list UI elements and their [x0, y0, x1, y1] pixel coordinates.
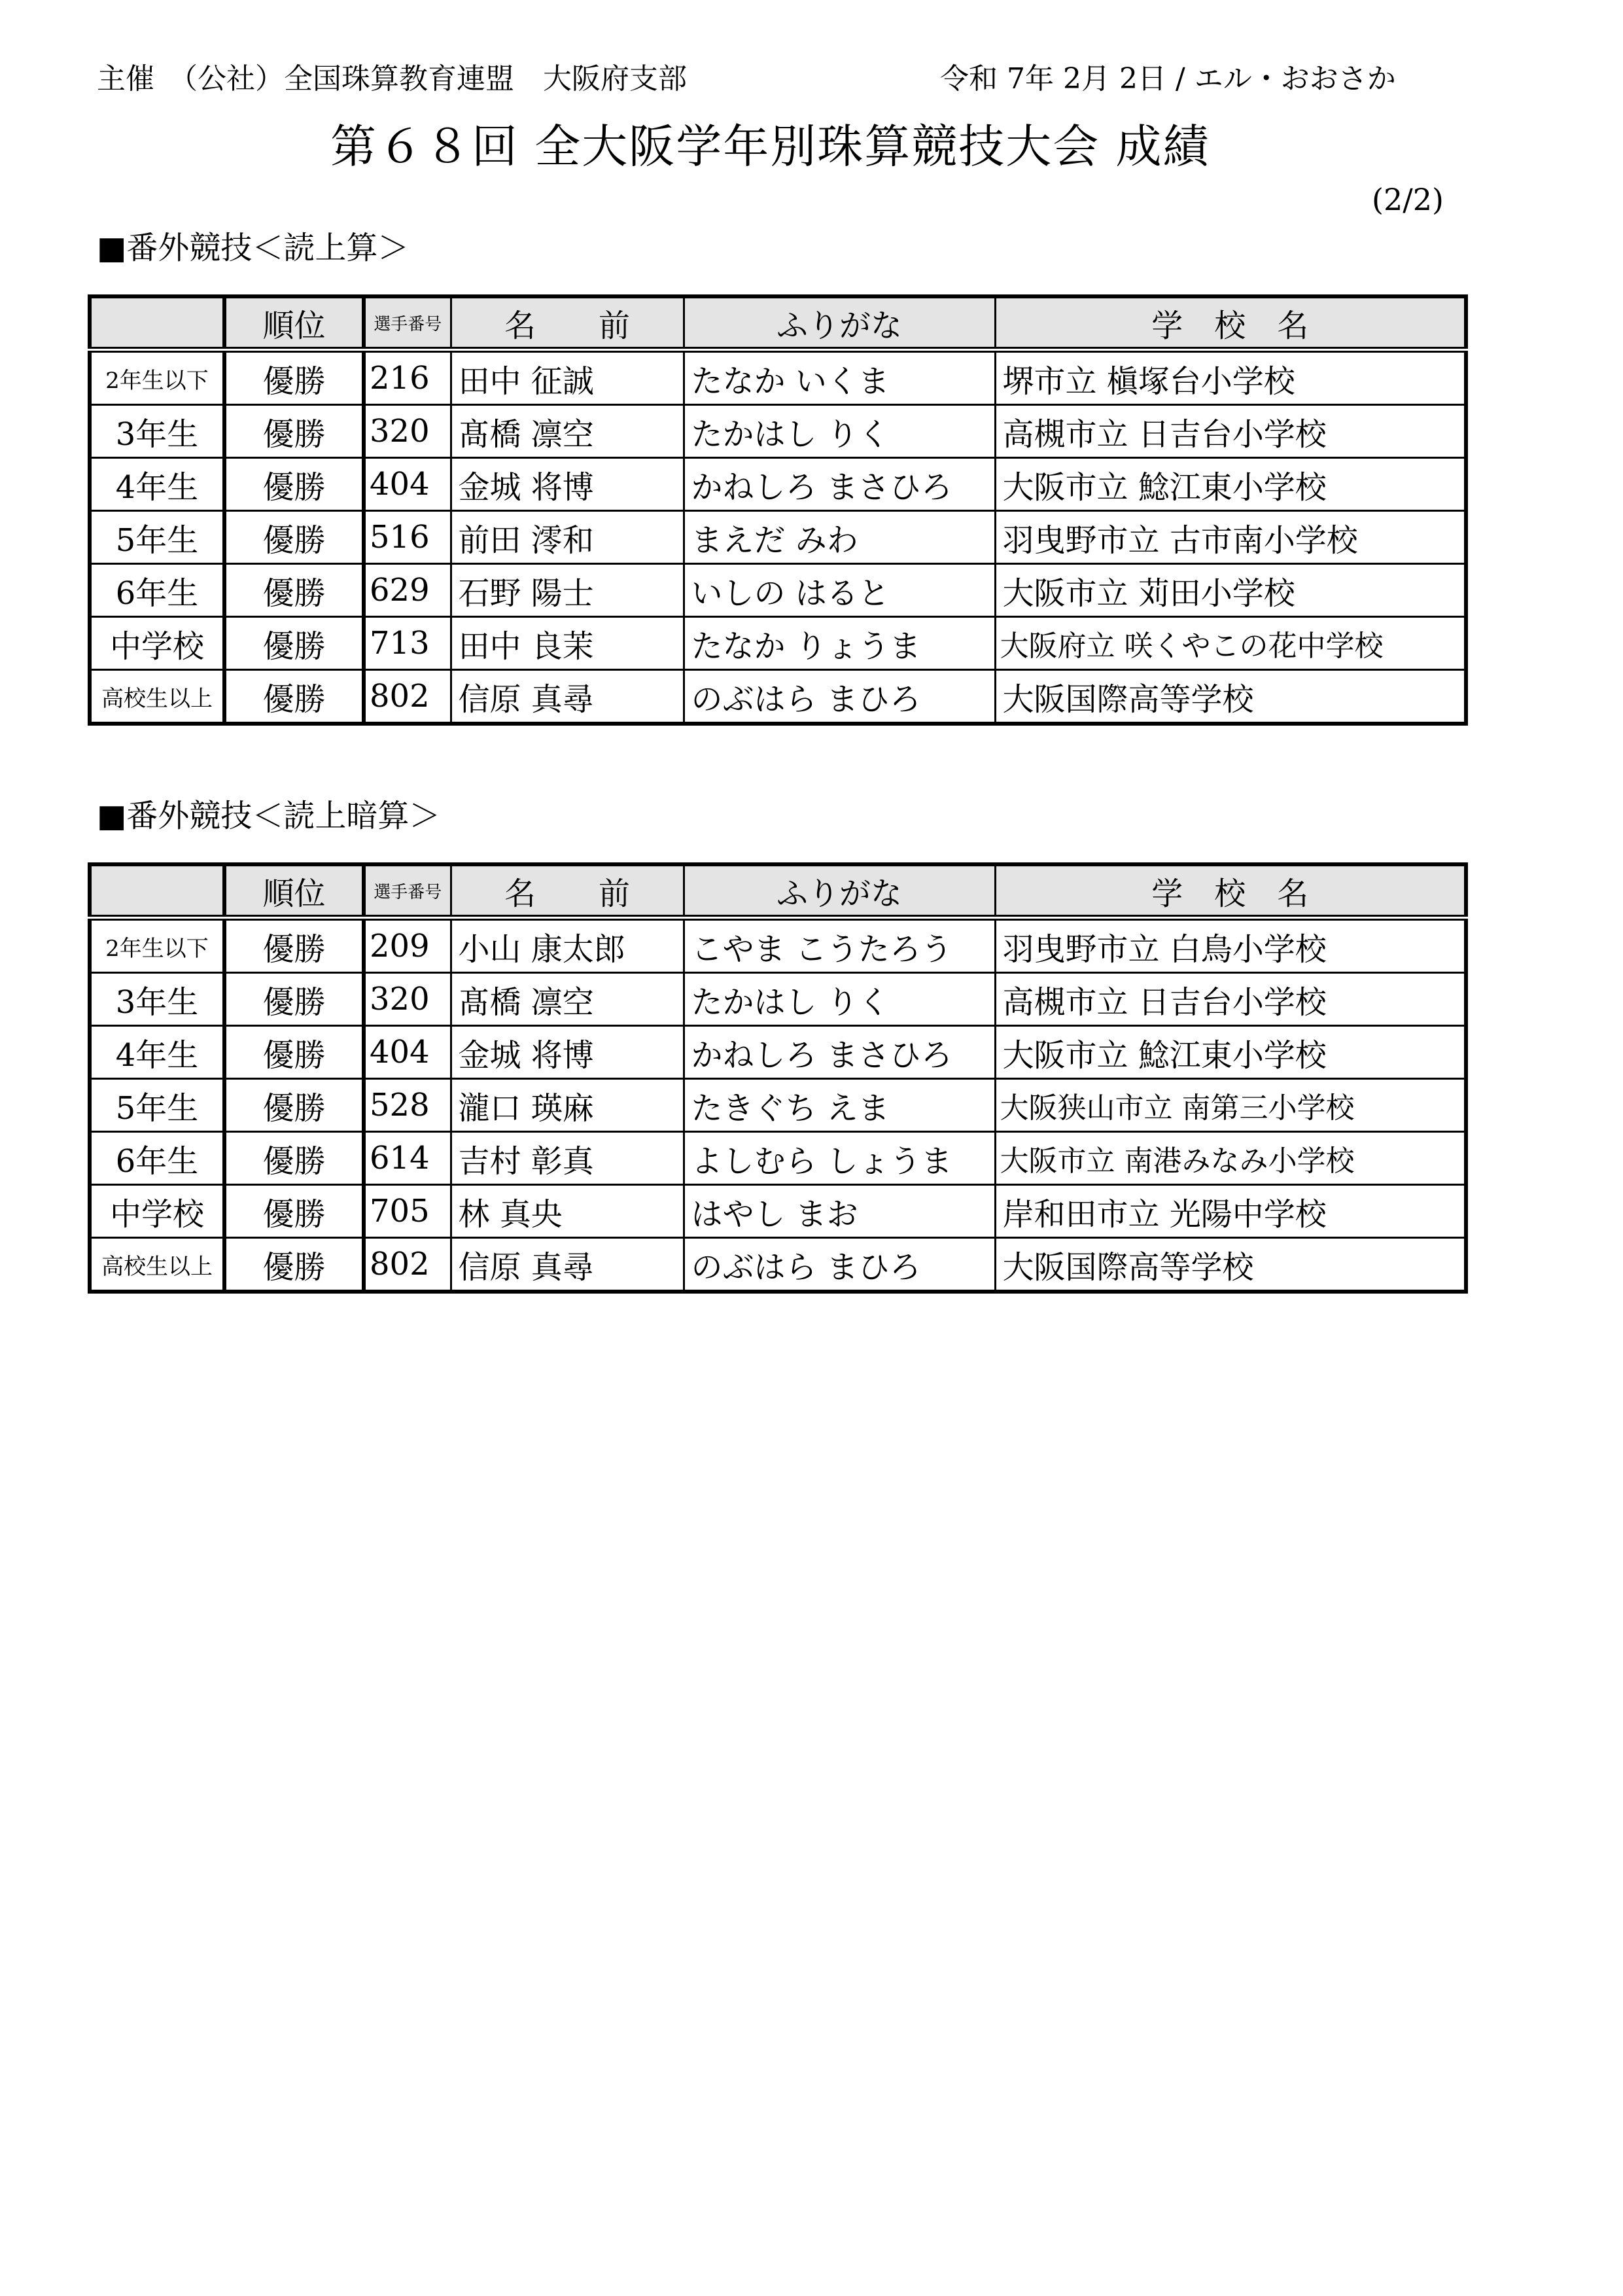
rank-cell: 優勝 [224, 1238, 364, 1292]
school-name-cell: 大阪市立 鯰江東小学校 [995, 458, 1466, 511]
grade-cell: 2年生以下 [90, 918, 224, 973]
school-name-cell: 大阪狭山市立 南第三小学校 [995, 1079, 1466, 1132]
grade-cell: 5年生 [90, 1079, 224, 1132]
rank-cell: 優勝 [224, 918, 364, 973]
player-number-cell: 528 [364, 1079, 451, 1132]
furigana-cell: のぶはら まひろ [684, 670, 995, 724]
grade-cell: 5年生 [90, 511, 224, 564]
page-number: (2/2) [1372, 182, 1444, 217]
name-column-header: 名 前 [451, 864, 684, 918]
furigana-cell: よしむら しょうま [684, 1132, 995, 1185]
rank-cell: 優勝 [224, 1132, 364, 1185]
school-name-cell: 高槻市立 日吉台小学校 [995, 405, 1466, 458]
school-name-cell: 羽曳野市立 白鳥小学校 [995, 918, 1466, 973]
table-row [90, 617, 1466, 670]
table-row [90, 1185, 1466, 1238]
player-number-cell: 629 [364, 564, 451, 617]
table-row [90, 973, 1466, 1026]
rank-cell: 優勝 [224, 1026, 364, 1079]
school-name-cell: 羽曳野市立 古市南小学校 [995, 511, 1466, 564]
table-row [90, 1238, 1466, 1292]
furigana-cell: たかはし りく [684, 405, 995, 458]
rank-cell: 優勝 [224, 670, 364, 724]
player-number-cell: 802 [364, 1238, 451, 1292]
furigana-cell: のぶはら まひろ [684, 1238, 995, 1292]
rank-cell: 優勝 [224, 564, 364, 617]
furigana-cell: たかはし りく [684, 973, 995, 1026]
rank-cell: 優勝 [224, 1079, 364, 1132]
player-name-cell: 髙橋 凛空 [451, 973, 684, 1026]
rank-cell: 優勝 [224, 458, 364, 511]
table-row [90, 1132, 1466, 1185]
player-name-cell: 田中 征誠 [451, 350, 684, 405]
table-row [90, 1079, 1466, 1132]
furigana-cell: いしの はると [684, 564, 995, 617]
player-number-cell: 516 [364, 511, 451, 564]
rank-cell: 優勝 [224, 1185, 364, 1238]
grade-cell: 2年生以下 [90, 350, 224, 405]
player-name-cell: 林 真央 [451, 1185, 684, 1238]
player-name-cell: 田中 良茉 [451, 617, 684, 670]
document-title: 第６８回 全大阪学年別珠算競技大会 成績 [330, 120, 1210, 173]
table-row [90, 350, 1466, 405]
table-row [90, 405, 1466, 458]
player-number-cell: 320 [364, 405, 451, 458]
player-number-cell: 713 [364, 617, 451, 670]
furigana-cell: たなか りょうま [684, 617, 995, 670]
grade-cell: 3年生 [90, 405, 224, 458]
date-venue-text: 令和 7年 2月 2日 / エル・おおさか [940, 62, 1396, 96]
grade-cell: 中学校 [90, 1185, 224, 1238]
player-name-cell: 髙橋 凛空 [451, 405, 684, 458]
furigana-cell: かねしろ まさひろ [684, 458, 995, 511]
school-name-cell: 大阪国際高等学校 [995, 670, 1466, 724]
table-row [90, 564, 1466, 617]
furigana-cell: たきぐち えま [684, 1079, 995, 1132]
section-heading-reading-calc: ■番外競技＜読上算＞ [97, 230, 410, 266]
furigana-cell: こやま こうたろう [684, 918, 995, 973]
school-name-cell: 高槻市立 日吉台小学校 [995, 973, 1466, 1026]
furigana-cell: たなか いくま [684, 350, 995, 405]
table-row [90, 458, 1466, 511]
school-name-cell: 大阪市立 鯰江東小学校 [995, 1026, 1466, 1079]
grade-column-header [90, 296, 224, 350]
kana-column-header: ふりがな [684, 864, 995, 918]
grade-cell: 4年生 [90, 458, 224, 511]
organizer-text: 主催 （公社）全国珠算教育連盟 大阪府支部 [97, 62, 687, 96]
table-row [90, 918, 1466, 973]
table-row [90, 511, 1466, 564]
player-name-cell: 信原 真尋 [451, 1238, 684, 1292]
grade-cell: 6年生 [90, 564, 224, 617]
furigana-cell: はやし まお [684, 1185, 995, 1238]
school-name-cell: 岸和田市立 光陽中学校 [995, 1185, 1466, 1238]
grade-cell: 高校生以上 [90, 1238, 224, 1292]
kana-column-header: ふりがな [684, 296, 995, 350]
player-number-cell: 802 [364, 670, 451, 724]
player-name-cell: 瀧口 瑛麻 [451, 1079, 684, 1132]
school-column-header: 学 校 名 [995, 864, 1466, 918]
number-column-header: 選手番号 [364, 864, 451, 918]
player-number-cell: 705 [364, 1185, 451, 1238]
school-name-cell: 大阪府立 咲くやこの花中学校 [995, 617, 1466, 670]
player-number-cell: 320 [364, 973, 451, 1026]
player-name-cell: 石野 陽士 [451, 564, 684, 617]
school-name-cell: 大阪市立 南港みなみ小学校 [995, 1132, 1466, 1185]
grade-cell: 中学校 [90, 617, 224, 670]
school-name-cell: 大阪国際高等学校 [995, 1238, 1466, 1292]
results-table-reading-calc [88, 294, 1468, 726]
rank-cell: 優勝 [224, 617, 364, 670]
rank-cell: 優勝 [224, 511, 364, 564]
school-name-cell: 大阪市立 苅田小学校 [995, 564, 1466, 617]
rank-column-header: 順位 [224, 296, 364, 350]
school-column-header: 学 校 名 [995, 296, 1466, 350]
player-name-cell: 前田 澪和 [451, 511, 684, 564]
rank-column-header: 順位 [224, 864, 364, 918]
player-number-cell: 209 [364, 918, 451, 973]
player-name-cell: 吉村 彰真 [451, 1132, 684, 1185]
grade-cell: 4年生 [90, 1026, 224, 1079]
table-row [90, 1026, 1466, 1079]
number-column-header: 選手番号 [364, 296, 451, 350]
player-number-cell: 404 [364, 1026, 451, 1079]
grade-cell: 3年生 [90, 973, 224, 1026]
grade-cell: 高校生以上 [90, 670, 224, 724]
player-name-cell: 金城 将博 [451, 458, 684, 511]
player-name-cell: 金城 将博 [451, 1026, 684, 1079]
grade-column-header [90, 864, 224, 918]
furigana-cell: かねしろ まさひろ [684, 1026, 995, 1079]
table-header-row [90, 296, 1466, 350]
player-name-cell: 小山 康太郎 [451, 918, 684, 973]
grade-cell: 6年生 [90, 1132, 224, 1185]
player-number-cell: 614 [364, 1132, 451, 1185]
results-table-reading-mental-calc [88, 862, 1468, 1294]
rank-cell: 優勝 [224, 350, 364, 405]
player-name-cell: 信原 真尋 [451, 670, 684, 724]
rank-cell: 優勝 [224, 405, 364, 458]
table-row [90, 670, 1466, 724]
player-number-cell: 404 [364, 458, 451, 511]
player-number-cell: 216 [364, 350, 451, 405]
school-name-cell: 堺市立 槇塚台小学校 [995, 350, 1466, 405]
rank-cell: 優勝 [224, 973, 364, 1026]
name-column-header: 名 前 [451, 296, 684, 350]
furigana-cell: まえだ みわ [684, 511, 995, 564]
table-header-row [90, 864, 1466, 918]
section-heading-reading-mental-calc: ■番外競技＜読上暗算＞ [97, 798, 441, 834]
